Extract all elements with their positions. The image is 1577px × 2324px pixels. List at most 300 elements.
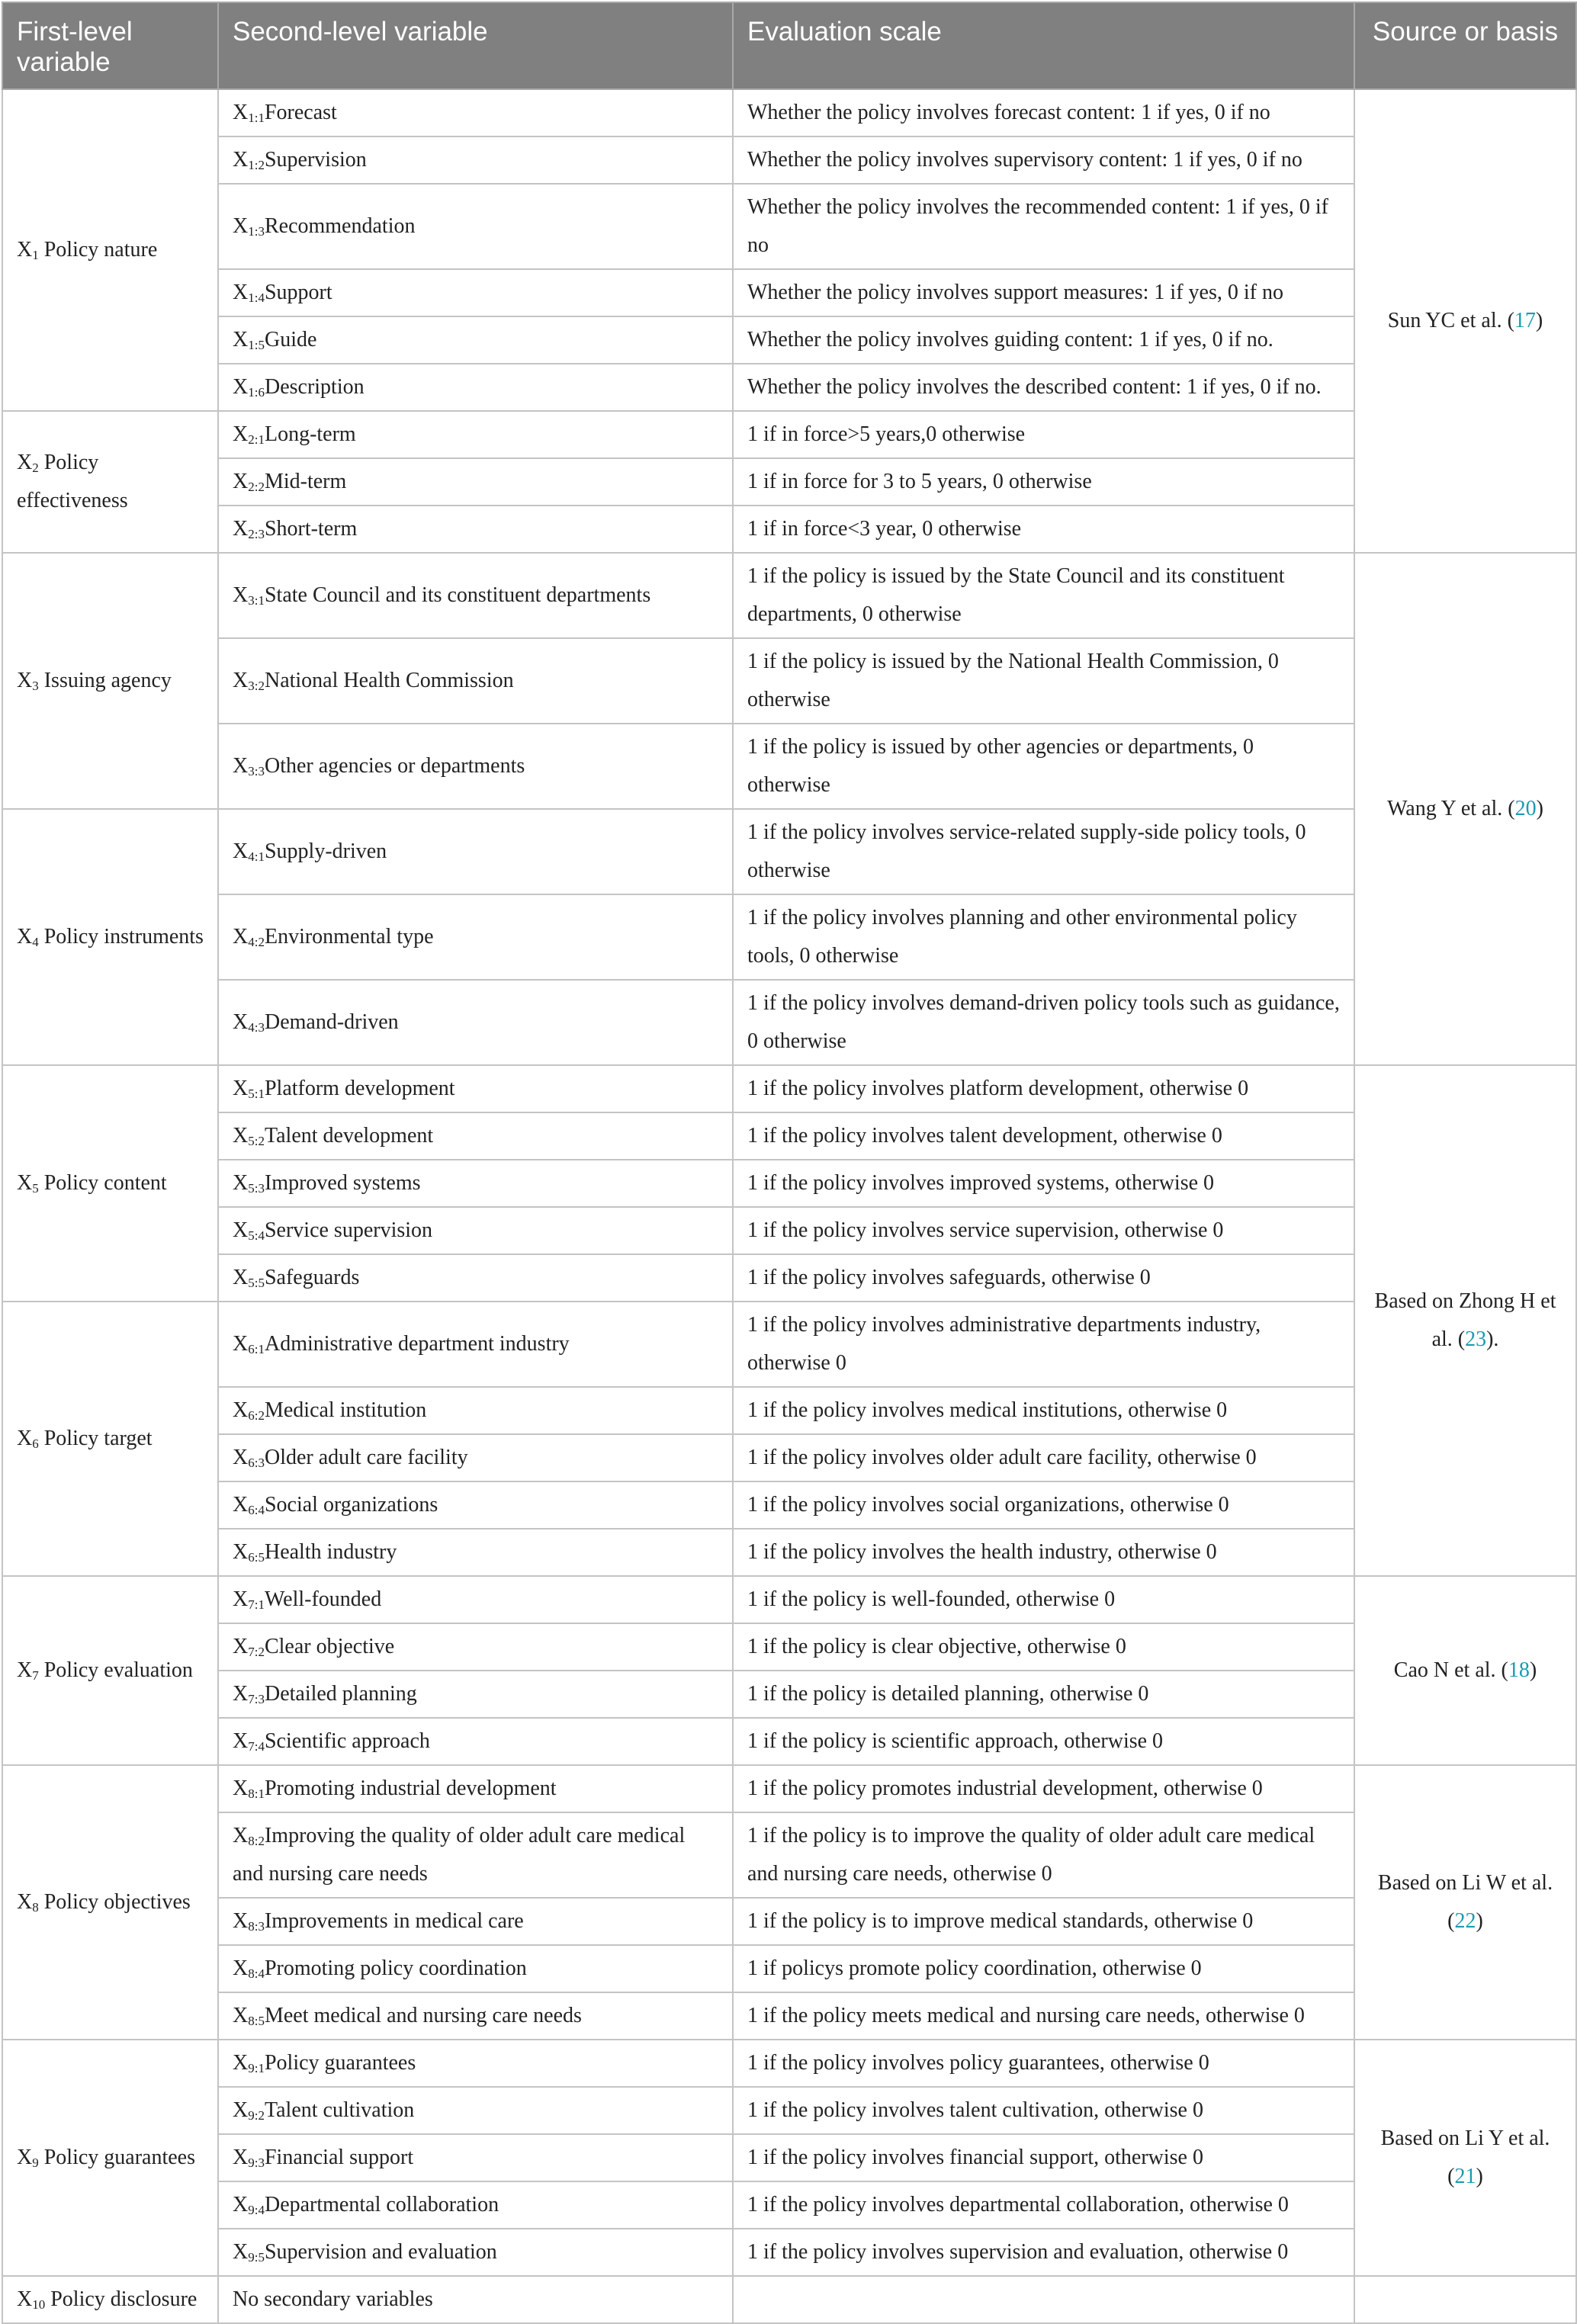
variable-name: Service supervision xyxy=(264,1218,433,1242)
variable-name: Policy evaluation xyxy=(43,1658,193,1682)
source-cell xyxy=(1354,553,1576,1065)
second-level-variable-cell xyxy=(218,136,733,184)
variable-subscript: 3:1 xyxy=(248,593,265,608)
evaluation-scale-cell: 1 if the policy involves the health industry, otherwise 0 xyxy=(733,1529,1354,1576)
evaluation-scale-cell: 1 if the policy is to improve medical standards, otherwise 0 xyxy=(733,1898,1354,1945)
variable-letter: X xyxy=(233,422,249,446)
source-text-end: ) xyxy=(1536,797,1543,820)
variable-subscript: 5:5 xyxy=(248,1276,265,1290)
second-level-variable-cell xyxy=(218,1302,733,1387)
variable-subscript: 4:2 xyxy=(248,935,265,949)
variable-subscript: 5:3 xyxy=(248,1181,265,1196)
variable-letter: X xyxy=(233,1332,249,1356)
evaluation-scale-cell: 1 if the policy involves service-related supply-side policy tools, 0 otherwise xyxy=(733,809,1354,894)
variable-subscript: 1:1 xyxy=(248,111,265,125)
reference-link[interactable]: 23 xyxy=(1465,1327,1487,1351)
variable-letter: X xyxy=(233,2240,249,2264)
source-text: Based on Li W et al. ( xyxy=(1377,1871,1553,1933)
variable-name: Clear objective xyxy=(264,1635,395,1658)
variable-letter: X xyxy=(233,375,249,399)
variable-name: Policy instruments xyxy=(43,925,204,949)
evaluation-scale-cell: 1 if the policy is to improve the quality of older adult care medical and nursing care needs, otherwise 0 xyxy=(733,1812,1354,1898)
variable-name: Well-founded xyxy=(264,1587,382,1611)
table-row xyxy=(2,2087,1576,2134)
table-row xyxy=(2,1112,1576,1160)
table-row xyxy=(2,89,1576,136)
evaluation-scale-cell: 1 if the policy involves social organizations, otherwise 0 xyxy=(733,1481,1354,1529)
source-cell xyxy=(1354,2040,1576,2276)
variable-subscript: 5:4 xyxy=(248,1228,265,1243)
variable-letter: X xyxy=(233,1446,249,1469)
variable-letter: X xyxy=(233,470,249,493)
variable-letter: X xyxy=(233,2051,249,2075)
variable-subscript: 5:2 xyxy=(248,1134,265,1148)
second-level-variable-cell xyxy=(218,269,733,316)
evaluation-scale-cell: 1 if the policy involves financial support, otherwise 0 xyxy=(733,2134,1354,2181)
variable-letter: X xyxy=(233,281,249,304)
variable-letter: X xyxy=(17,1171,33,1195)
variable-subscript: 8:3 xyxy=(248,1919,265,1934)
variable-subscript: 8:5 xyxy=(248,2014,265,2028)
variable-name: Policy nature xyxy=(43,238,158,262)
variable-letter: X xyxy=(233,1909,249,1933)
variable-subscript: 4:3 xyxy=(248,1020,265,1035)
variable-letter: X xyxy=(233,1398,249,1422)
second-level-variable-cell xyxy=(218,1529,733,1576)
table-row xyxy=(2,184,1576,269)
variable-letter: X xyxy=(233,2098,249,2122)
variable-subscript: 7 xyxy=(32,1668,39,1683)
evaluation-scale-cell: 1 if the policy meets medical and nursing care needs, otherwise 0 xyxy=(733,1992,1354,2040)
variable-subscript: 7:4 xyxy=(248,1739,265,1754)
variable-name: Forecast xyxy=(264,101,337,124)
table-row xyxy=(2,1387,1576,1434)
second-level-variable-cell xyxy=(218,184,733,269)
variable-subscript: 2 xyxy=(32,461,39,475)
variable-name: Health industry xyxy=(264,1540,397,1564)
variable-name: Policy effectiveness xyxy=(17,451,128,512)
evaluation-scale-cell: Whether the policy involves guiding content: 1 if yes, 0 if no. xyxy=(733,316,1354,364)
second-level-variable-cell xyxy=(218,1623,733,1671)
second-level-variable-cell xyxy=(218,1898,733,1945)
evaluation-scale-cell: 1 if the policy promotes industrial development, otherwise 0 xyxy=(733,1765,1354,1812)
variable-subscript: 9:2 xyxy=(248,2108,265,2123)
variable-letter: X xyxy=(233,1218,249,1242)
variable-subscript: 8:4 xyxy=(248,1966,265,1981)
variable-name: Meet medical and nursing care needs xyxy=(264,2004,582,2027)
second-level-variable-cell xyxy=(218,1207,733,1254)
variable-name: Safeguards xyxy=(264,1266,360,1289)
source-text: Cao N et al. ( xyxy=(1393,1658,1508,1682)
table-row xyxy=(2,1065,1576,1112)
evaluation-scale-cell: 1 if the policy involves policy guarantees, otherwise 0 xyxy=(733,2040,1354,2087)
variable-name: State Council and its constituent departments xyxy=(264,583,651,607)
variable-subscript: 6:5 xyxy=(248,1550,265,1565)
table-row xyxy=(2,724,1576,809)
evaluation-scale-cell: Whether the policy involves forecast content: 1 if yes, 0 if no xyxy=(733,89,1354,136)
variable-subscript: 1 xyxy=(32,248,39,262)
second-level-variable-cell xyxy=(218,809,733,894)
evaluation-scale-cell: 1 if the policy involves service supervision, otherwise 0 xyxy=(733,1207,1354,1254)
variable-subscript: 4:1 xyxy=(248,849,265,864)
second-level-variable-cell xyxy=(218,458,733,506)
first-level-variable-cell xyxy=(2,89,218,411)
evaluation-scale-cell: 1 if in force<3 year, 0 otherwise xyxy=(733,506,1354,553)
header-second-level: Second-level variable xyxy=(218,2,733,89)
variable-letter: X xyxy=(233,1635,249,1658)
variable-subscript: 8:1 xyxy=(248,1786,265,1801)
variable-letter: X xyxy=(233,1077,249,1100)
second-level-variable-cell xyxy=(218,1254,733,1302)
variable-letter: X xyxy=(17,2146,33,2169)
variable-letter: X xyxy=(233,1956,249,1980)
table-row xyxy=(2,2134,1576,2181)
table-row xyxy=(2,1765,1576,1812)
variable-subscript: 3:3 xyxy=(248,764,265,778)
evaluation-scale-cell: 1 if the policy involves safeguards, otherwise 0 xyxy=(733,1254,1354,1302)
variable-letter: X xyxy=(233,2193,249,2216)
variable-subscript: 7:2 xyxy=(248,1645,265,1659)
variable-subscript: 6:1 xyxy=(248,1342,265,1356)
variable-subscript: 1:3 xyxy=(248,224,265,239)
first-level-variable-cell xyxy=(2,1765,218,2040)
source-cell xyxy=(1354,1065,1576,1576)
evaluation-scale-cell: 1 if the policy involves talent development, otherwise 0 xyxy=(733,1112,1354,1160)
variable-letter: X xyxy=(233,1493,249,1517)
variable-name: Platform development xyxy=(264,1077,455,1100)
second-level-variable-cell xyxy=(218,638,733,724)
table-body xyxy=(2,89,1576,2323)
variable-letter: X xyxy=(233,214,249,238)
variable-letter: X xyxy=(233,1824,249,1847)
variable-letter: X xyxy=(17,1427,33,1450)
variable-name: Policy objectives xyxy=(43,1890,191,1914)
evaluation-scale-cell: 1 if the policy is issued by other agencies or departments, 0 otherwise xyxy=(733,724,1354,809)
variable-letter: X xyxy=(233,1682,249,1706)
variable-subscript: 1:4 xyxy=(248,290,265,305)
variable-name: Promoting industrial development xyxy=(264,1777,557,1800)
variable-name: Supervision and evaluation xyxy=(264,2240,497,2264)
source-cell xyxy=(1354,89,1576,553)
table-row xyxy=(2,316,1576,364)
second-level-variable-cell xyxy=(218,980,733,1065)
table-row xyxy=(2,1207,1576,1254)
second-level-variable-cell xyxy=(218,724,733,809)
evaluation-scale-cell: 1 if the policy is detailed planning, otherwise 0 xyxy=(733,1671,1354,1718)
first-level-variable-cell xyxy=(2,411,218,553)
first-level-variable-cell xyxy=(2,2040,218,2276)
second-level-variable-cell xyxy=(218,2087,733,2134)
header-source: Source or basis xyxy=(1354,2,1576,89)
variable-name: Guide xyxy=(264,328,317,351)
evaluation-scale-cell: Whether the policy involves support measures: 1 if yes, 0 if no xyxy=(733,269,1354,316)
evaluation-scale-cell: Whether the policy involves the described content: 1 if yes, 0 if no. xyxy=(733,364,1354,411)
variable-name: Improved systems xyxy=(264,1171,421,1195)
header-evaluation-scale: Evaluation scale xyxy=(733,2,1354,89)
variable-subscript: 5:1 xyxy=(248,1087,265,1101)
variable-name: Long-term xyxy=(264,422,356,446)
variable-subscript: 7:1 xyxy=(248,1597,265,1612)
variable-name: Improvements in medical care xyxy=(264,1909,524,1933)
variable-letter: X xyxy=(233,101,249,124)
table-row xyxy=(2,894,1576,980)
variable-subscript: 9:1 xyxy=(248,2061,265,2075)
variable-subscript: 7:3 xyxy=(248,1692,265,1706)
variable-letter: X xyxy=(233,1777,249,1800)
table-row xyxy=(2,1254,1576,1302)
variable-name: Short-term xyxy=(264,517,358,541)
evaluation-scale-cell: 1 if policys promote policy coordination, otherwise 0 xyxy=(733,1945,1354,1992)
first-level-variable-cell xyxy=(2,1065,218,1302)
variable-letter: X xyxy=(233,925,249,949)
source-text: Based on Zhong H et al. ( xyxy=(1374,1289,1556,1351)
variable-subscript: 9:5 xyxy=(248,2250,265,2265)
table-row xyxy=(2,980,1576,1065)
table-row xyxy=(2,1812,1576,1898)
variable-letter: X xyxy=(17,2287,33,2311)
table-row xyxy=(2,1718,1576,1765)
variable-name: Policy content xyxy=(43,1171,167,1195)
second-level-variable-cell xyxy=(218,411,733,458)
table-row xyxy=(2,364,1576,411)
variable-name: Improving the quality of older adult care medical and nursing care needs xyxy=(233,1824,686,1886)
variable-letter: X xyxy=(233,669,249,692)
second-level-variable-cell xyxy=(218,1945,733,1992)
evaluation-scale-cell: 1 if the policy is well-founded, otherwise 0 xyxy=(733,1576,1354,1623)
variable-letter: X xyxy=(233,754,249,778)
table-row xyxy=(2,1992,1576,2040)
variable-subscript: 1:5 xyxy=(248,338,265,352)
evaluation-scale-cell: 1 if the policy involves administrative departments industry, otherwise 0 xyxy=(733,1302,1354,1387)
table-row xyxy=(2,1898,1576,1945)
second-level-variable-cell xyxy=(218,1765,733,1812)
evaluation-scale-cell: 1 if the policy is clear objective, otherwise 0 xyxy=(733,1623,1354,1671)
variable-name: Demand-driven xyxy=(264,1010,399,1034)
variable-subscript: 6:3 xyxy=(248,1456,265,1470)
table-row xyxy=(2,411,1576,458)
source-text-end: ) xyxy=(1529,1658,1537,1682)
variable-name: Medical institution xyxy=(264,1398,427,1422)
variable-subscript: 9 xyxy=(32,2155,39,2170)
table-row xyxy=(2,809,1576,894)
table-row xyxy=(2,638,1576,724)
second-level-variable-cell xyxy=(218,1160,733,1207)
source-text-end: ) xyxy=(1476,1909,1483,1933)
second-level-variable-cell xyxy=(218,1112,733,1160)
second-level-variable-cell xyxy=(218,89,733,136)
variable-letter: X xyxy=(233,839,249,863)
table-row xyxy=(2,2040,1576,2087)
second-level-variable-cell xyxy=(218,1065,733,1112)
variable-name: Policy target xyxy=(43,1427,153,1450)
first-level-variable-cell xyxy=(2,1302,218,1576)
evaluation-scale-cell: 1 if the policy is scientific approach, otherwise 0 xyxy=(733,1718,1354,1765)
evaluation-scale-cell: 1 if the policy involves supervision and evaluation, otherwise 0 xyxy=(733,2229,1354,2276)
variable-name: Other agencies or departments xyxy=(264,754,525,778)
variable-name: Policy disclosure xyxy=(50,2287,198,2311)
table-row xyxy=(2,136,1576,184)
table-row xyxy=(2,1623,1576,1671)
evaluation-scale-cell: 1 if the policy involves medical institutions, otherwise 0 xyxy=(733,1387,1354,1434)
variable-name: Financial support xyxy=(264,2146,414,2169)
variable-subscript: 5 xyxy=(32,1181,39,1196)
variable-subscript: 4 xyxy=(32,935,39,949)
source-text: Sun YC et al. ( xyxy=(1387,309,1514,332)
reference-link[interactable]: 20 xyxy=(1514,797,1537,820)
second-level-variable-cell xyxy=(218,1718,733,1765)
variable-name: Departmental collaboration xyxy=(264,2193,499,2216)
second-level-variable-cell xyxy=(218,506,733,553)
table-row xyxy=(2,458,1576,506)
variable-name: Recommendation xyxy=(264,214,416,238)
table-row xyxy=(2,1671,1576,1718)
variable-name: Support xyxy=(264,281,332,304)
source-text-end: ). xyxy=(1486,1327,1499,1351)
second-level-variable-cell xyxy=(218,1481,733,1529)
variable-name: Older adult care facility xyxy=(264,1446,468,1469)
table-row xyxy=(2,2229,1576,2276)
variable-name: Supply-driven xyxy=(264,839,387,863)
variable-subscript: 6:4 xyxy=(248,1503,265,1517)
reference-link[interactable]: 17 xyxy=(1514,309,1536,332)
variable-subscript: 3:2 xyxy=(248,679,265,693)
source-text-end: ) xyxy=(1535,309,1543,332)
first-level-variable-cell xyxy=(2,1576,218,1765)
source-cell xyxy=(1354,1576,1576,1765)
second-level-variable-cell xyxy=(218,2181,733,2229)
table-row xyxy=(2,553,1576,638)
variable-letter: X xyxy=(233,1540,249,1564)
variable-letter: X xyxy=(233,1171,249,1195)
first-level-variable-cell xyxy=(2,809,218,1065)
variable-subscript: 8:2 xyxy=(248,1834,265,1848)
variable-name: Detailed planning xyxy=(264,1682,417,1706)
variable-letter: X xyxy=(17,925,33,949)
table-row xyxy=(2,1434,1576,1481)
evaluation-scale-cell: Whether the policy involves supervisory content: 1 if yes, 0 if no xyxy=(733,136,1354,184)
variable-subscript: 8 xyxy=(32,1900,39,1915)
variable-name: Social organizations xyxy=(264,1493,438,1517)
variable-name: Environmental type xyxy=(264,925,434,949)
second-level-variable-cell xyxy=(218,1671,733,1718)
variable-subscript: 9:3 xyxy=(248,2155,265,2170)
reference-link[interactable]: 22 xyxy=(1454,1909,1476,1933)
variable-letter: X xyxy=(233,1729,249,1753)
variable-letter: X xyxy=(233,2146,249,2169)
table-row xyxy=(2,506,1576,553)
variable-subscript: 1:2 xyxy=(248,158,265,172)
variable-subscript: 9:4 xyxy=(248,2203,265,2217)
variable-subscript: 3 xyxy=(32,679,39,693)
variable-letter: X xyxy=(233,517,249,541)
evaluation-scale-cell: 1 if the policy involves platform development, otherwise 0 xyxy=(733,1065,1354,1112)
second-level-variable-cell xyxy=(218,1387,733,1434)
variable-letter: X xyxy=(233,583,249,607)
variable-name: Promoting policy coordination xyxy=(264,1956,527,1980)
table-row xyxy=(2,1576,1576,1623)
first-level-variable-cell xyxy=(2,553,218,809)
header-row xyxy=(2,2,1576,89)
header-first-level: First-level variable xyxy=(2,2,218,89)
table-row xyxy=(2,1945,1576,1992)
variable-subscript: 2:1 xyxy=(248,432,265,447)
evaluation-scale-cell: 1 if in force for 3 to 5 years, 0 otherwise xyxy=(733,458,1354,506)
variable-subscript: 6 xyxy=(32,1436,39,1451)
variable-letter: X xyxy=(17,1658,33,1682)
variables-table xyxy=(2,2,1577,2324)
evaluation-scale-cell: 1 if the policy involves departmental collaboration, otherwise 0 xyxy=(733,2181,1354,2229)
table-row xyxy=(2,2181,1576,2229)
variable-letter: X xyxy=(233,2004,249,2027)
variable-letter: X xyxy=(17,669,33,692)
variable-name: Talent cultivation xyxy=(264,2098,415,2122)
variable-letter: X xyxy=(17,238,33,262)
table-row xyxy=(2,1160,1576,1207)
second-level-variable-cell xyxy=(218,2134,733,2181)
variable-subscript: 10 xyxy=(32,2297,46,2312)
variable-name: No secondary variables xyxy=(233,2287,433,2311)
evaluation-scale-cell: 1 if the policy involves older adult care facility, otherwise 0 xyxy=(733,1434,1354,1481)
variable-letter: X xyxy=(17,451,33,474)
source-text: Wang Y et al. ( xyxy=(1387,797,1515,820)
variable-letter: X xyxy=(233,1124,249,1148)
second-level-variable-cell xyxy=(218,2229,733,2276)
table-row xyxy=(2,1481,1576,1529)
evaluation-scale-cell: 1 if the policy involves demand-driven policy tools such as guidance, 0 otherwise xyxy=(733,980,1354,1065)
evaluation-scale-cell: 1 if the policy is issued by the National Health Commission, 0 otherwise xyxy=(733,638,1354,724)
table-row xyxy=(2,1302,1576,1387)
variable-name: Description xyxy=(264,375,365,399)
table-row xyxy=(2,269,1576,316)
variable-name: Issuing agency xyxy=(43,669,172,692)
second-level-variable-cell xyxy=(218,894,733,980)
evaluation-scale-cell: 1 if the policy involves talent cultivation, otherwise 0 xyxy=(733,2087,1354,2134)
second-level-variable-cell xyxy=(218,1434,733,1481)
evaluation-scale-cell: 1 if the policy is issued by the State Council and its constituent departments, 0 otherwise xyxy=(733,553,1354,638)
evaluation-scale-cell: 1 if the policy involves improved systems, otherwise 0 xyxy=(733,1160,1354,1207)
variable-name: Talent development xyxy=(264,1124,434,1148)
variable-letter: X xyxy=(233,148,249,172)
variable-name: Supervision xyxy=(264,148,367,172)
variable-name: Policy guarantees xyxy=(43,2146,196,2169)
second-level-variable-cell xyxy=(218,2040,733,2087)
second-level-variable-cell xyxy=(218,364,733,411)
variable-letter: X xyxy=(233,1010,249,1034)
variable-name: National Health Commission xyxy=(264,669,514,692)
reference-link[interactable]: 18 xyxy=(1508,1658,1530,1682)
variable-letter: X xyxy=(233,1587,249,1611)
variable-subscript: 2:3 xyxy=(248,527,265,541)
variable-subscript: 2:2 xyxy=(248,480,265,494)
second-level-variable-cell xyxy=(218,1812,733,1898)
second-level-variable-cell xyxy=(218,1992,733,2040)
evaluation-scale-cell: Whether the policy involves the recommended content: 1 if yes, 0 if no xyxy=(733,184,1354,269)
evaluation-scale-cell: 1 if the policy involves planning and other environmental policy tools, 0 otherwise xyxy=(733,894,1354,980)
variable-letter: X xyxy=(233,328,249,351)
variable-letter: X xyxy=(17,1890,33,1914)
variable-name: Mid-term xyxy=(264,470,347,493)
variable-letter: X xyxy=(233,1266,249,1289)
source-text: Based on Li Y et al. ( xyxy=(1380,2127,1550,2188)
source-cell xyxy=(1354,1765,1576,2040)
variable-name: Administrative department industry xyxy=(264,1332,570,1356)
second-level-variable-cell xyxy=(218,1576,733,1623)
table-row xyxy=(2,1529,1576,1576)
reference-link[interactable]: 21 xyxy=(1454,2165,1476,2188)
variable-name: Policy guarantees xyxy=(264,2051,416,2075)
source-text-end: ) xyxy=(1476,2165,1483,2188)
second-level-variable-cell xyxy=(218,553,733,638)
